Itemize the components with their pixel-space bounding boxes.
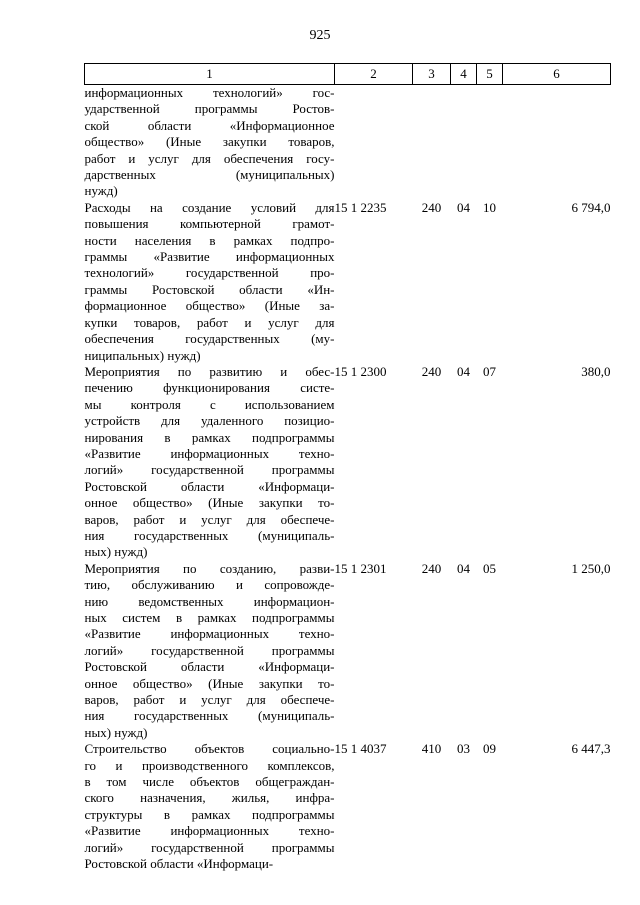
column-header: 5 bbox=[477, 64, 503, 85]
table-row bbox=[85, 561, 611, 741]
amount: 1 250,0 bbox=[571, 560, 611, 576]
amount bbox=[503, 85, 611, 200]
description-line: Расходы на создание условий для bbox=[84, 199, 335, 215]
description-line: общество» (Иные закупки товаров, bbox=[84, 134, 335, 150]
amount: 380,0 bbox=[581, 363, 611, 379]
expense-description bbox=[85, 200, 335, 364]
table-row bbox=[85, 85, 611, 200]
expense-type-code: 240 bbox=[421, 560, 442, 576]
section-code: 04 bbox=[457, 363, 470, 379]
description-line: Ростовской области «Информаци- bbox=[84, 478, 335, 494]
expense-type-code: 410 bbox=[421, 741, 442, 757]
description-line: в том числе объектов общеграждан- bbox=[84, 774, 335, 790]
description-line: ударственной программы Ростов- bbox=[84, 101, 335, 117]
target-article-code bbox=[335, 85, 413, 200]
target-article-code: 15 1 2301 bbox=[334, 560, 387, 576]
section-code: 03 bbox=[457, 741, 470, 757]
description-line: логий» государственной программы bbox=[84, 642, 335, 658]
amount: 6 794,0 bbox=[571, 199, 611, 215]
description-line: нию ведомственных информацион- bbox=[84, 593, 335, 609]
section-code bbox=[451, 85, 477, 200]
description-line: купки товаров, работ и услуг для bbox=[84, 314, 335, 330]
expense-description bbox=[85, 561, 335, 741]
description-line: структуры в рамках подпрограммы bbox=[84, 806, 335, 822]
description-line: ности населения в рамках подпро- bbox=[84, 232, 335, 248]
description-line: ского назначения, жилья, инфра- bbox=[84, 790, 335, 806]
subsection-code: 10 bbox=[483, 199, 496, 215]
section-code: 04 bbox=[457, 199, 470, 215]
description-line: нужд) bbox=[84, 183, 118, 199]
column-header: 6 bbox=[503, 64, 611, 85]
description-line: граммы Ростовской области «Ин- bbox=[84, 281, 335, 297]
description-line: Строительство объектов социально- bbox=[84, 741, 335, 757]
description-line: печению функционирования систе- bbox=[84, 380, 335, 396]
description-line: варов, работ и услуг для обеспече- bbox=[84, 692, 335, 708]
description-line: онное общество» (Иные закупки то- bbox=[84, 495, 335, 511]
target-article-code: 15 1 2235 bbox=[334, 199, 387, 215]
subsection-code: 07 bbox=[483, 363, 496, 379]
description-line: «Развитие информационных техно- bbox=[84, 626, 335, 642]
description-line: ния государственных (муниципаль- bbox=[84, 527, 335, 543]
subsection-code bbox=[477, 85, 503, 200]
description-line: логий» государственной программы bbox=[84, 839, 335, 855]
table-body bbox=[85, 85, 611, 873]
budget-table bbox=[84, 63, 611, 873]
description-line: «Развитие информационных техно- bbox=[84, 445, 335, 461]
description-line: граммы «Развитие информационных bbox=[84, 249, 335, 265]
description-line: варов, работ и услуг для обеспече- bbox=[84, 511, 335, 527]
table-header-row bbox=[85, 64, 611, 85]
expense-type-code: 240 bbox=[421, 199, 442, 215]
description-line: Мероприятия по созданию, разви- bbox=[84, 560, 335, 576]
description-line: ской области «Информационное bbox=[84, 117, 335, 133]
description-line: информационных технологий» гос- bbox=[84, 85, 335, 100]
expense-description bbox=[85, 364, 335, 561]
column-header: 2 bbox=[335, 64, 413, 85]
description-line: логий» государственной программы bbox=[84, 462, 335, 478]
description-line: технологий» государственной про- bbox=[84, 265, 335, 281]
table-row bbox=[85, 200, 611, 364]
description-line: ния государственных (муниципаль- bbox=[84, 708, 335, 724]
subsection-code: 09 bbox=[483, 741, 496, 757]
description-line: устройств для удаленного позицио- bbox=[84, 413, 335, 429]
column-header: 4 bbox=[451, 64, 477, 85]
description-line: ных) нужд) bbox=[84, 724, 148, 740]
description-line: Ростовской области «Информаци- bbox=[84, 659, 335, 675]
description-line: го и производственного комплексов, bbox=[84, 757, 335, 773]
description-line: ных систем в рамках подпрограммы bbox=[84, 610, 335, 625]
description-line: работ и услуг для обеспечения госу- bbox=[84, 150, 335, 166]
section-code: 04 bbox=[457, 560, 470, 576]
description-line: обеспечения государственных (му- bbox=[84, 331, 335, 347]
target-article-code: 15 1 2300 bbox=[334, 363, 387, 379]
expense-type-code bbox=[413, 85, 451, 200]
target-article-code: 15 1 4037 bbox=[334, 741, 387, 757]
expense-description bbox=[85, 85, 335, 200]
expense-type-code: 240 bbox=[421, 363, 442, 379]
description-line: тию, обслуживанию и сопровожде- bbox=[84, 577, 335, 593]
table-row bbox=[85, 364, 611, 561]
description-line: Мероприятия по развитию и обес- bbox=[84, 363, 335, 379]
description-line: онное общество» (Иные закупки то- bbox=[84, 675, 335, 691]
description-line: мы контроля с использованием bbox=[84, 396, 335, 412]
description-line: ниципальных) нужд) bbox=[84, 347, 201, 363]
description-line: ных) нужд) bbox=[84, 544, 148, 560]
column-header: 3 bbox=[413, 64, 451, 85]
subsection-code: 05 bbox=[483, 560, 496, 576]
description-line: нирования в рамках подпрограммы bbox=[84, 429, 335, 445]
column-header: 1 bbox=[85, 64, 335, 85]
expense-description bbox=[85, 741, 335, 872]
table-row bbox=[85, 741, 611, 872]
description-line: «Развитие информационных техно- bbox=[84, 823, 335, 839]
amount: 6 447,3 bbox=[571, 741, 611, 757]
description-line: формационное общество» (Иные за- bbox=[84, 298, 335, 314]
description-line: дарственных (муниципальных) bbox=[84, 167, 335, 183]
page-number: 925 bbox=[309, 28, 331, 43]
description-line: Ростовской области «Информаци- bbox=[84, 856, 274, 872]
description-line: повышения компьютерной грамот- bbox=[84, 216, 335, 232]
